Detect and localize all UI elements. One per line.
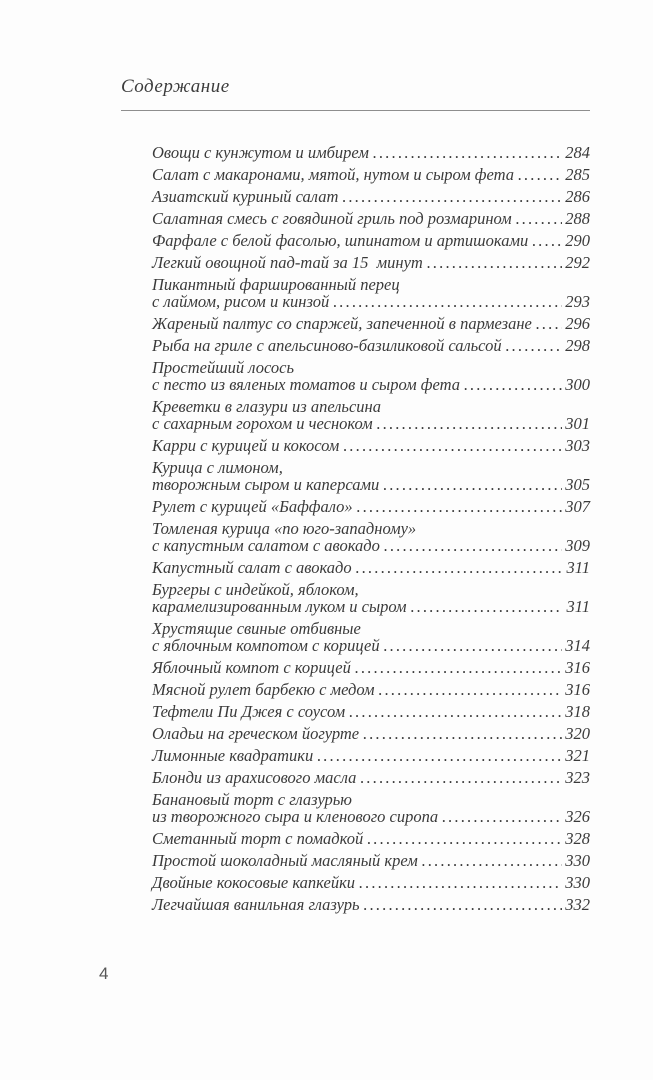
toc-entry-title: Азиатский куриный салат [152, 187, 339, 206]
dotted-leader [367, 830, 562, 847]
toc-entry [152, 896, 590, 913]
toc-entry-line [152, 520, 590, 537]
toc-entry-title: Оладьи на греческом йогурте [152, 724, 360, 743]
toc-list [152, 144, 590, 918]
toc-entry [152, 520, 590, 554]
toc-entry-title: Карри с курицей и кокосом [152, 436, 340, 455]
toc-entry-title: Рыба на гриле с апельсиново-базиликовой сальсой [152, 336, 502, 355]
dotted-leader [360, 769, 562, 786]
folio-page-number: 4 [99, 964, 109, 983]
toc-entry-page: 286 [565, 187, 590, 206]
toc-entry [152, 681, 590, 698]
toc-entry-page: 300 [565, 375, 590, 394]
toc-entry-title: Капустный салат с авокадо [152, 558, 352, 577]
toc-entry [152, 166, 590, 183]
dotted-leader [506, 337, 563, 354]
toc-entry-line [152, 581, 590, 598]
dotted-leader [343, 437, 562, 454]
toc-entry-page: 316 [565, 658, 590, 677]
toc-entry-page: 293 [565, 292, 590, 311]
toc-entry-line [152, 791, 590, 808]
toc-entry-page: 307 [565, 497, 590, 516]
toc-entry-title: Мясной рулет барбекю с медом [152, 680, 375, 699]
toc-entry [152, 852, 590, 869]
toc-entry-title: Томленая курица «по юго-западному» [152, 519, 417, 538]
toc-entry-line [152, 703, 590, 720]
toc-entry [152, 498, 590, 515]
toc-entry-title: Простейший лосось [152, 358, 294, 377]
toc-entry-title: Простой шоколадный масляный крем [152, 851, 418, 870]
toc-entry-title: с сахарным горохом и чесноком [152, 414, 373, 433]
toc-entry-page: 288 [565, 209, 590, 228]
toc-entry-line [152, 747, 590, 764]
dotted-leader [379, 681, 563, 698]
toc-entry-line [152, 852, 590, 869]
toc-entry-page: 305 [565, 475, 590, 494]
dotted-leader [364, 896, 563, 913]
toc-entry-page: 328 [565, 829, 590, 848]
toc-entry-line [152, 476, 590, 493]
dotted-leader [532, 232, 562, 249]
toc-entry-title: Легчайшая ванильная глазурь [152, 895, 360, 914]
toc-entry-title: Блонди из арахисового масла [152, 768, 357, 787]
toc-entry-title: Жареный палтус со спаржей, запеченной в пармезане [152, 314, 532, 333]
toc-entry-page: 330 [565, 851, 590, 870]
toc-entry [152, 581, 590, 615]
page-title: Содержание [121, 76, 230, 97]
dotted-leader [383, 476, 562, 493]
dotted-leader [342, 188, 562, 205]
dotted-leader [422, 852, 562, 869]
toc-entry-line [152, 166, 590, 183]
toc-entry-line [152, 188, 590, 205]
toc-entry-title: Овощи с кунжутом и имбирем [152, 143, 369, 162]
toc-entry-title: Лимонные квадратики [152, 746, 314, 765]
toc-entry-line [152, 337, 590, 354]
toc-entry-line [152, 896, 590, 913]
toc-entry-line [152, 254, 590, 271]
toc-entry-page: 309 [565, 536, 590, 555]
toc-entry-page: 285 [565, 165, 590, 184]
toc-entry-line [152, 498, 590, 515]
toc-entry-title: Легкий овощной пад-тай за 15 минут [152, 253, 423, 272]
toc-entry [152, 188, 590, 205]
toc-entry [152, 747, 590, 764]
toc-entry-page: 326 [565, 807, 590, 826]
dotted-leader [363, 725, 562, 742]
toc-entry-line [152, 830, 590, 847]
toc-entry-title: Бургеры с индейкой, яблоком, [152, 580, 359, 599]
toc-entry [152, 210, 590, 227]
toc-entry-line [152, 598, 590, 615]
toc-entry-page: 311 [566, 558, 590, 577]
toc-entry [152, 703, 590, 720]
dotted-leader [518, 166, 562, 183]
dotted-leader [516, 210, 563, 227]
toc-entry [152, 830, 590, 847]
dotted-leader [373, 144, 562, 161]
toc-entry-page: 323 [565, 768, 590, 787]
toc-entry-title: Яблочный компот с корицей [152, 658, 351, 677]
toc-entry-page: 311 [566, 597, 590, 616]
toc-entry-title: Фарфале с белой фасолью, шпинатом и артишоками [152, 231, 529, 250]
toc-entry-title: карамелизированным луком и сыром [152, 597, 407, 616]
toc-entry-title: творожным сыром и каперсами [152, 475, 380, 494]
toc-entry-title: Двойные кокосовые капкейки [152, 873, 356, 892]
toc-entry-line [152, 637, 590, 654]
dotted-leader [384, 537, 562, 554]
toc-entry-title: Банановый торт с глазурью [152, 790, 352, 809]
toc-entry-line [152, 459, 590, 476]
dotted-leader [317, 747, 562, 764]
toc-entry-page: 290 [565, 231, 590, 250]
toc-entry-page: 318 [565, 702, 590, 721]
toc-entry-title: Рулет с курицей «Баффало» [152, 497, 353, 516]
toc-entry-line [152, 144, 590, 161]
toc-entry [152, 144, 590, 161]
toc-entry-line [152, 620, 590, 637]
toc-entry-line [152, 376, 590, 393]
toc-entry-line [152, 415, 590, 432]
toc-entry-title: Пикантный фаршированный перец [152, 275, 400, 294]
toc-entry-line [152, 437, 590, 454]
toc-entry-title: с капустным салатом с авокадо [152, 536, 380, 555]
toc-entry-title: Салат с макаронами, мятой, нутом и сыром фета [152, 165, 514, 184]
toc-entry [152, 276, 590, 310]
toc-entry-title: с яблочным компотом с корицей [152, 636, 380, 655]
toc-entry-page: 284 [565, 143, 590, 162]
toc-entry-title: Тефтели Пи Джея с соусом [152, 702, 346, 721]
dotted-leader [357, 498, 563, 515]
toc-entry [152, 725, 590, 742]
toc-entry-line [152, 232, 590, 249]
toc-entry-line [152, 537, 590, 554]
toc-entry-page: 314 [565, 636, 590, 655]
toc-entry-title: Хрустящие свиные отбивные [152, 619, 361, 638]
toc-entry-line [152, 659, 590, 676]
toc-entry [152, 659, 590, 676]
dotted-leader [536, 315, 562, 332]
toc-entry [152, 791, 590, 825]
dotted-leader [377, 415, 563, 432]
toc-entry-line [152, 210, 590, 227]
toc-entry-line [152, 808, 590, 825]
toc-entry-line [152, 725, 590, 742]
dotted-leader [349, 703, 562, 720]
toc-entry [152, 254, 590, 271]
toc-entry-line [152, 293, 590, 310]
toc-entry-title: Креветки в глазури из апельсина [152, 397, 381, 416]
toc-entry [152, 232, 590, 249]
dotted-leader [355, 659, 562, 676]
toc-entry-line [152, 359, 590, 376]
toc-entry-line [152, 681, 590, 698]
toc-entry-line [152, 559, 590, 576]
toc-entry-title: Салатная смесь с говядиной гриль под розмарином [152, 209, 512, 228]
toc-entry-page: 301 [565, 414, 590, 433]
toc-entry [152, 620, 590, 654]
toc-entry-title: Сметанный торт с помадкой [152, 829, 364, 848]
dotted-leader [411, 598, 564, 615]
toc-entry-line [152, 874, 590, 891]
dotted-leader [333, 293, 562, 310]
toc-entry-page: 292 [565, 253, 590, 272]
toc-entry-page: 320 [565, 724, 590, 743]
toc-entry-page: 316 [565, 680, 590, 699]
toc-entry-title: Курица с лимоном, [152, 458, 283, 477]
dotted-leader [427, 254, 562, 271]
toc-entry-line [152, 769, 590, 786]
dotted-leader [464, 376, 562, 393]
toc-entry [152, 874, 590, 891]
toc-entry-title: с лаймом, рисом и кинзой [152, 292, 330, 311]
toc-entry-page: 296 [565, 314, 590, 333]
toc-entry-page: 332 [565, 895, 590, 914]
toc-entry-line [152, 276, 590, 293]
toc-entry-line [152, 398, 590, 415]
toc-entry [152, 337, 590, 354]
toc-entry-page: 321 [565, 746, 590, 765]
toc-entry-title: с песто из вяленых томатов и сыром фета [152, 375, 460, 394]
header-divider [121, 110, 590, 111]
dotted-leader [356, 559, 564, 576]
dotted-leader [359, 874, 562, 891]
toc-entry [152, 559, 590, 576]
toc-entry [152, 359, 590, 393]
toc-entry-title: из творожного сыра и кленового сиропа [152, 807, 439, 826]
toc-entry [152, 398, 590, 432]
toc-entry-line [152, 315, 590, 332]
toc-entry [152, 459, 590, 493]
dotted-leader [384, 637, 563, 654]
toc-entry-page: 303 [565, 436, 590, 455]
toc-entry-page: 330 [565, 873, 590, 892]
dotted-leader [442, 808, 562, 825]
toc-entry-page: 298 [565, 336, 590, 355]
toc-entry [152, 437, 590, 454]
toc-entry [152, 315, 590, 332]
toc-entry [152, 769, 590, 786]
